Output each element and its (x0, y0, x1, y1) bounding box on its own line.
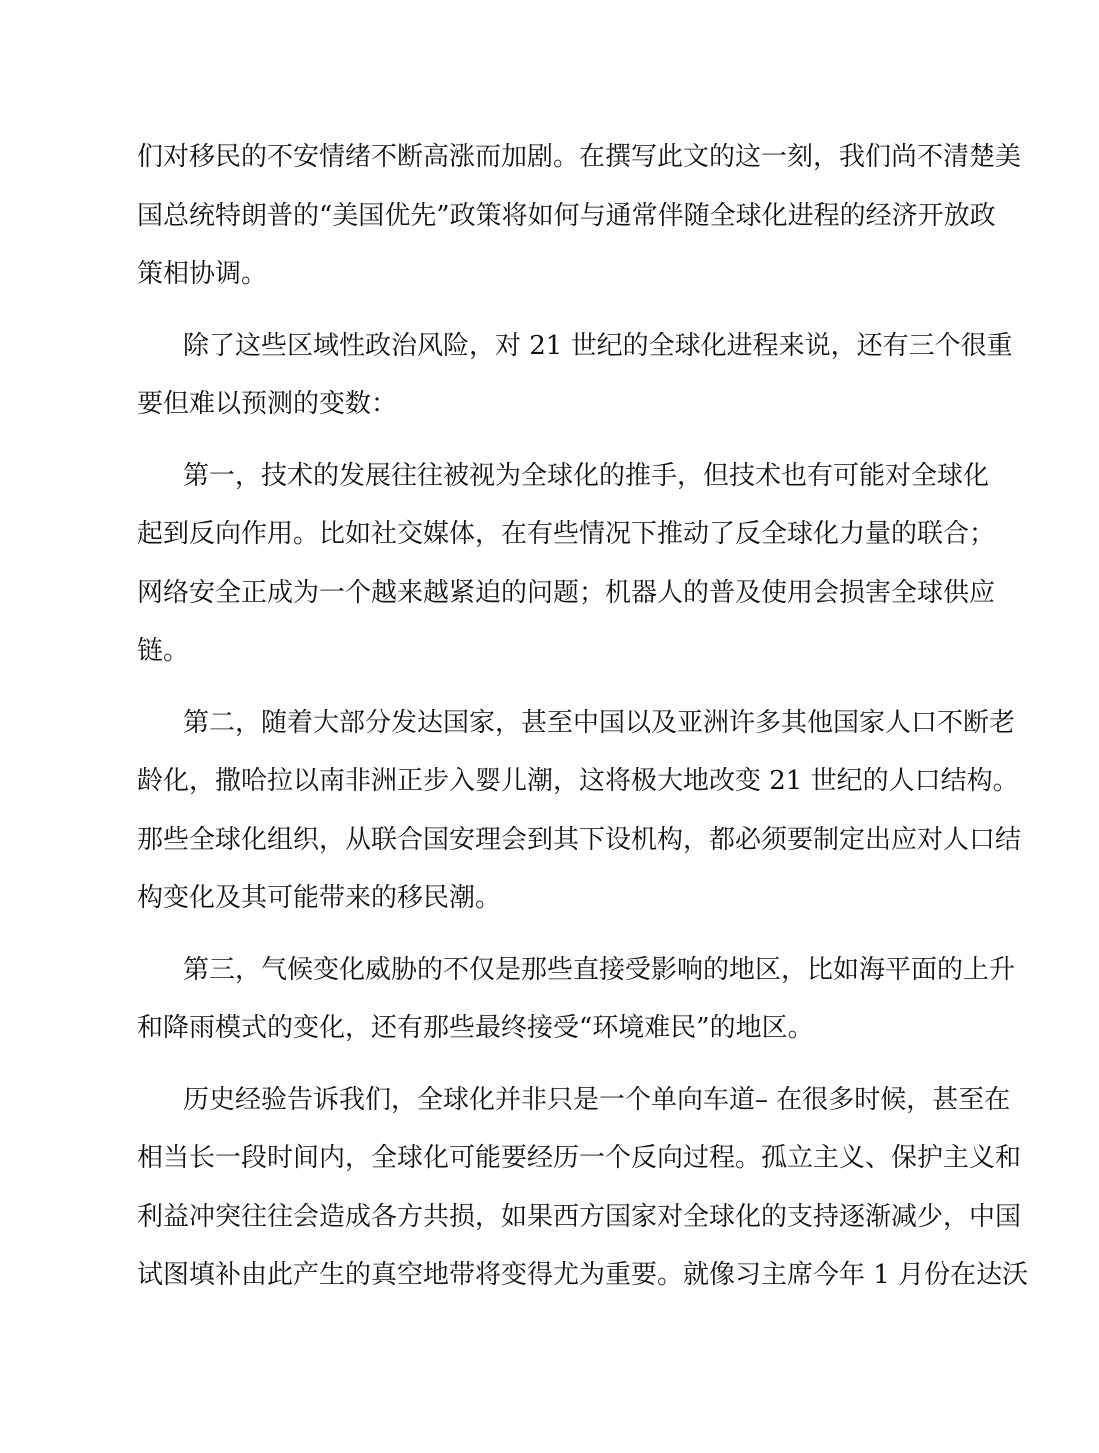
text-line: 网络安全正成为一个越来越紧迫的问题；机器人的普及使用会损害全球供应 (137, 577, 996, 608)
text-line: 要但难以预测的变数： (137, 389, 398, 419)
text-line: 构变化及其可能带来的移民潮。 (137, 883, 502, 913)
text-line: 那些全球化组织，从联合国安理会到其下设机构，都必须要制定出应对人口结 (137, 824, 1022, 855)
text-line: 历史经验告诉我们，全球化并非只是一个单向车道– 在很多时候，甚至在 (183, 1084, 1011, 1115)
text-line: 试图填补由此产生的真空地带将变得尤为重要。就像习主席今年 1 月份在达沃 (137, 1260, 1029, 1290)
document-body (137, 128, 1029, 1318)
text-line: 和降雨模式的变化，还有那些最终接受“环境难民”的地区。 (137, 1013, 814, 1043)
text-line: 策相协调。 (137, 259, 268, 289)
text-line: 第三，气候变化威胁的不仅是那些直接受影响的地区，比如海平面的上升 (183, 954, 1016, 985)
paragraph-1 (137, 128, 1022, 304)
paragraph-6 (137, 1071, 1029, 1305)
text-line: 们对移民的不安情绪不断高涨而加剧。在撰写此文的这一刻，我们尚不清楚美 (137, 142, 1022, 172)
text-line: 利益冲突往往会造成各方共损，如果西方国家对全球化的支持逐渐减少，中国 (137, 1201, 1022, 1232)
text-line: 第二，随着大部分发达国家，甚至中国以及亚洲许多其他国家人口不断老 (183, 707, 1016, 738)
text-line: 第一，技术的发展往往被视为全球化的推手，但技术也有可能对全球化 (183, 460, 990, 491)
paragraph-3 (137, 447, 996, 681)
paragraph-5 (137, 941, 1016, 1058)
text-line: 相当长一段时间内，全球化可能要经历一个反向过程。孤立主义、保护主义和 (137, 1143, 1022, 1173)
text-line: 除了这些区域性政治风险，对 21 世纪的全球化进程来说，还有三个很重 (183, 330, 1013, 361)
text-line: 国总统特朗普的“美国优先”政策将如何与通常伴随全球化进程的经济开放政 (137, 200, 996, 231)
text-line: 龄化，撒哈拉以南非洲正步入婴儿潮，这将极大地改变 21 世纪的人口结构。 (137, 766, 1019, 796)
paragraph-4 (137, 694, 1022, 928)
paragraph-2 (137, 317, 1013, 434)
text-line: 起到反向作用。比如社交媒体，在有些情况下推动了反全球化力量的联合； (137, 519, 996, 549)
text-line: 链。 (137, 636, 190, 666)
